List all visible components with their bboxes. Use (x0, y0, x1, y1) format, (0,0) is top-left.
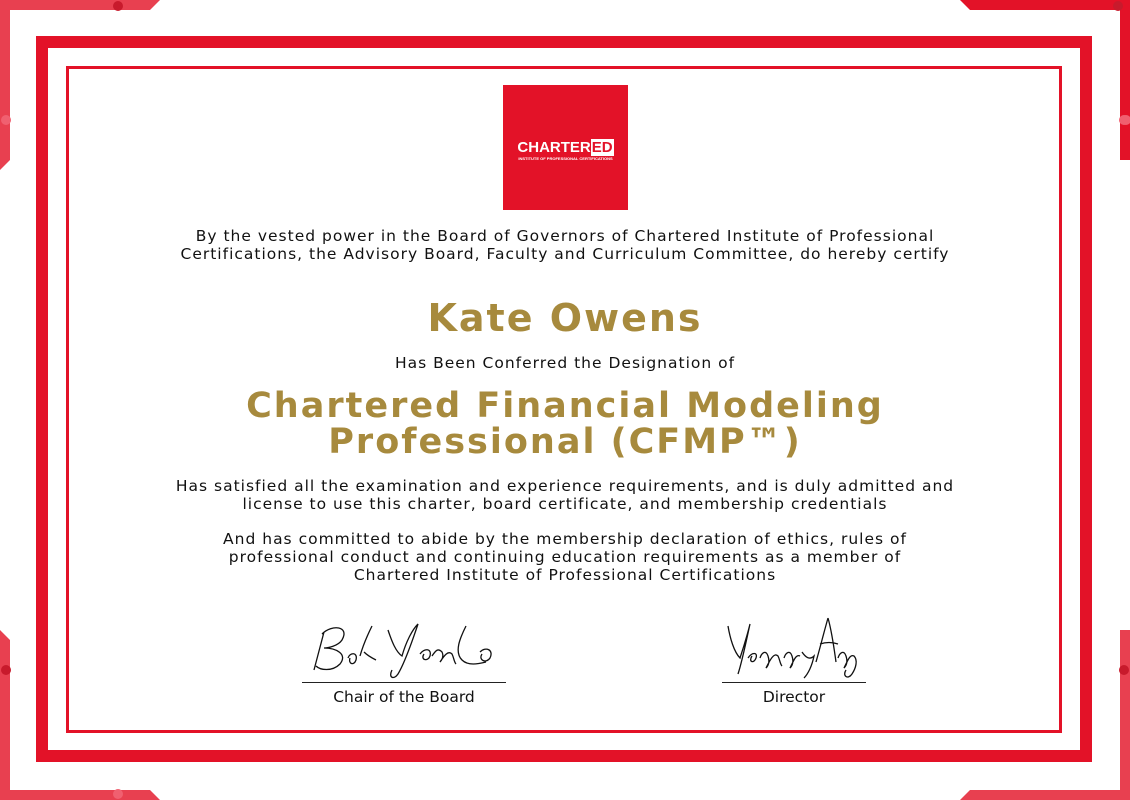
signature-line-director (722, 682, 866, 683)
signature-line-chair (302, 682, 506, 683)
decorative-side-right (1118, 100, 1130, 160)
signature-chair (302, 612, 506, 682)
requirements-text: Has satisfied all the examination and experience requirements, and is duly admitted and license to use this charter, board certificate, and membership credentials (175, 477, 955, 513)
logo-wordmark-box: ED (591, 138, 613, 156)
intro-text: By the vested power in the Board of Governors of Chartered Institute of Professional Certifications, the Advisory Board, Faculty and Curriculum Committee, do hereby certify (180, 227, 950, 263)
logo-wordmark: CHARTERED (517, 138, 613, 156)
designation-title: Chartered Financial Modeling Professional (CFMP™) (246, 386, 884, 462)
decorative-side-left (0, 100, 12, 160)
recipient-name: Kate Owens (427, 296, 703, 340)
signature-block-director (722, 612, 866, 706)
signature-title-chair: Chair of the Board (333, 688, 475, 706)
logo-subtitle: INSTITUTE OF PROFESSIONAL CERTIFICATIONS (518, 155, 613, 161)
chartered-logo-icon (503, 85, 628, 210)
signature-director (722, 612, 866, 682)
commitment-text: And has committed to abide by the membership declaration of ethics, rules of professional conduct and continuing education requirements as a member of Chartered Institute of Professional Certifications (223, 530, 907, 584)
signature-title-director: Director (762, 688, 826, 706)
conferred-text: Has Been Conferred the Designation of (394, 354, 736, 372)
signature-block-chair (302, 612, 506, 706)
